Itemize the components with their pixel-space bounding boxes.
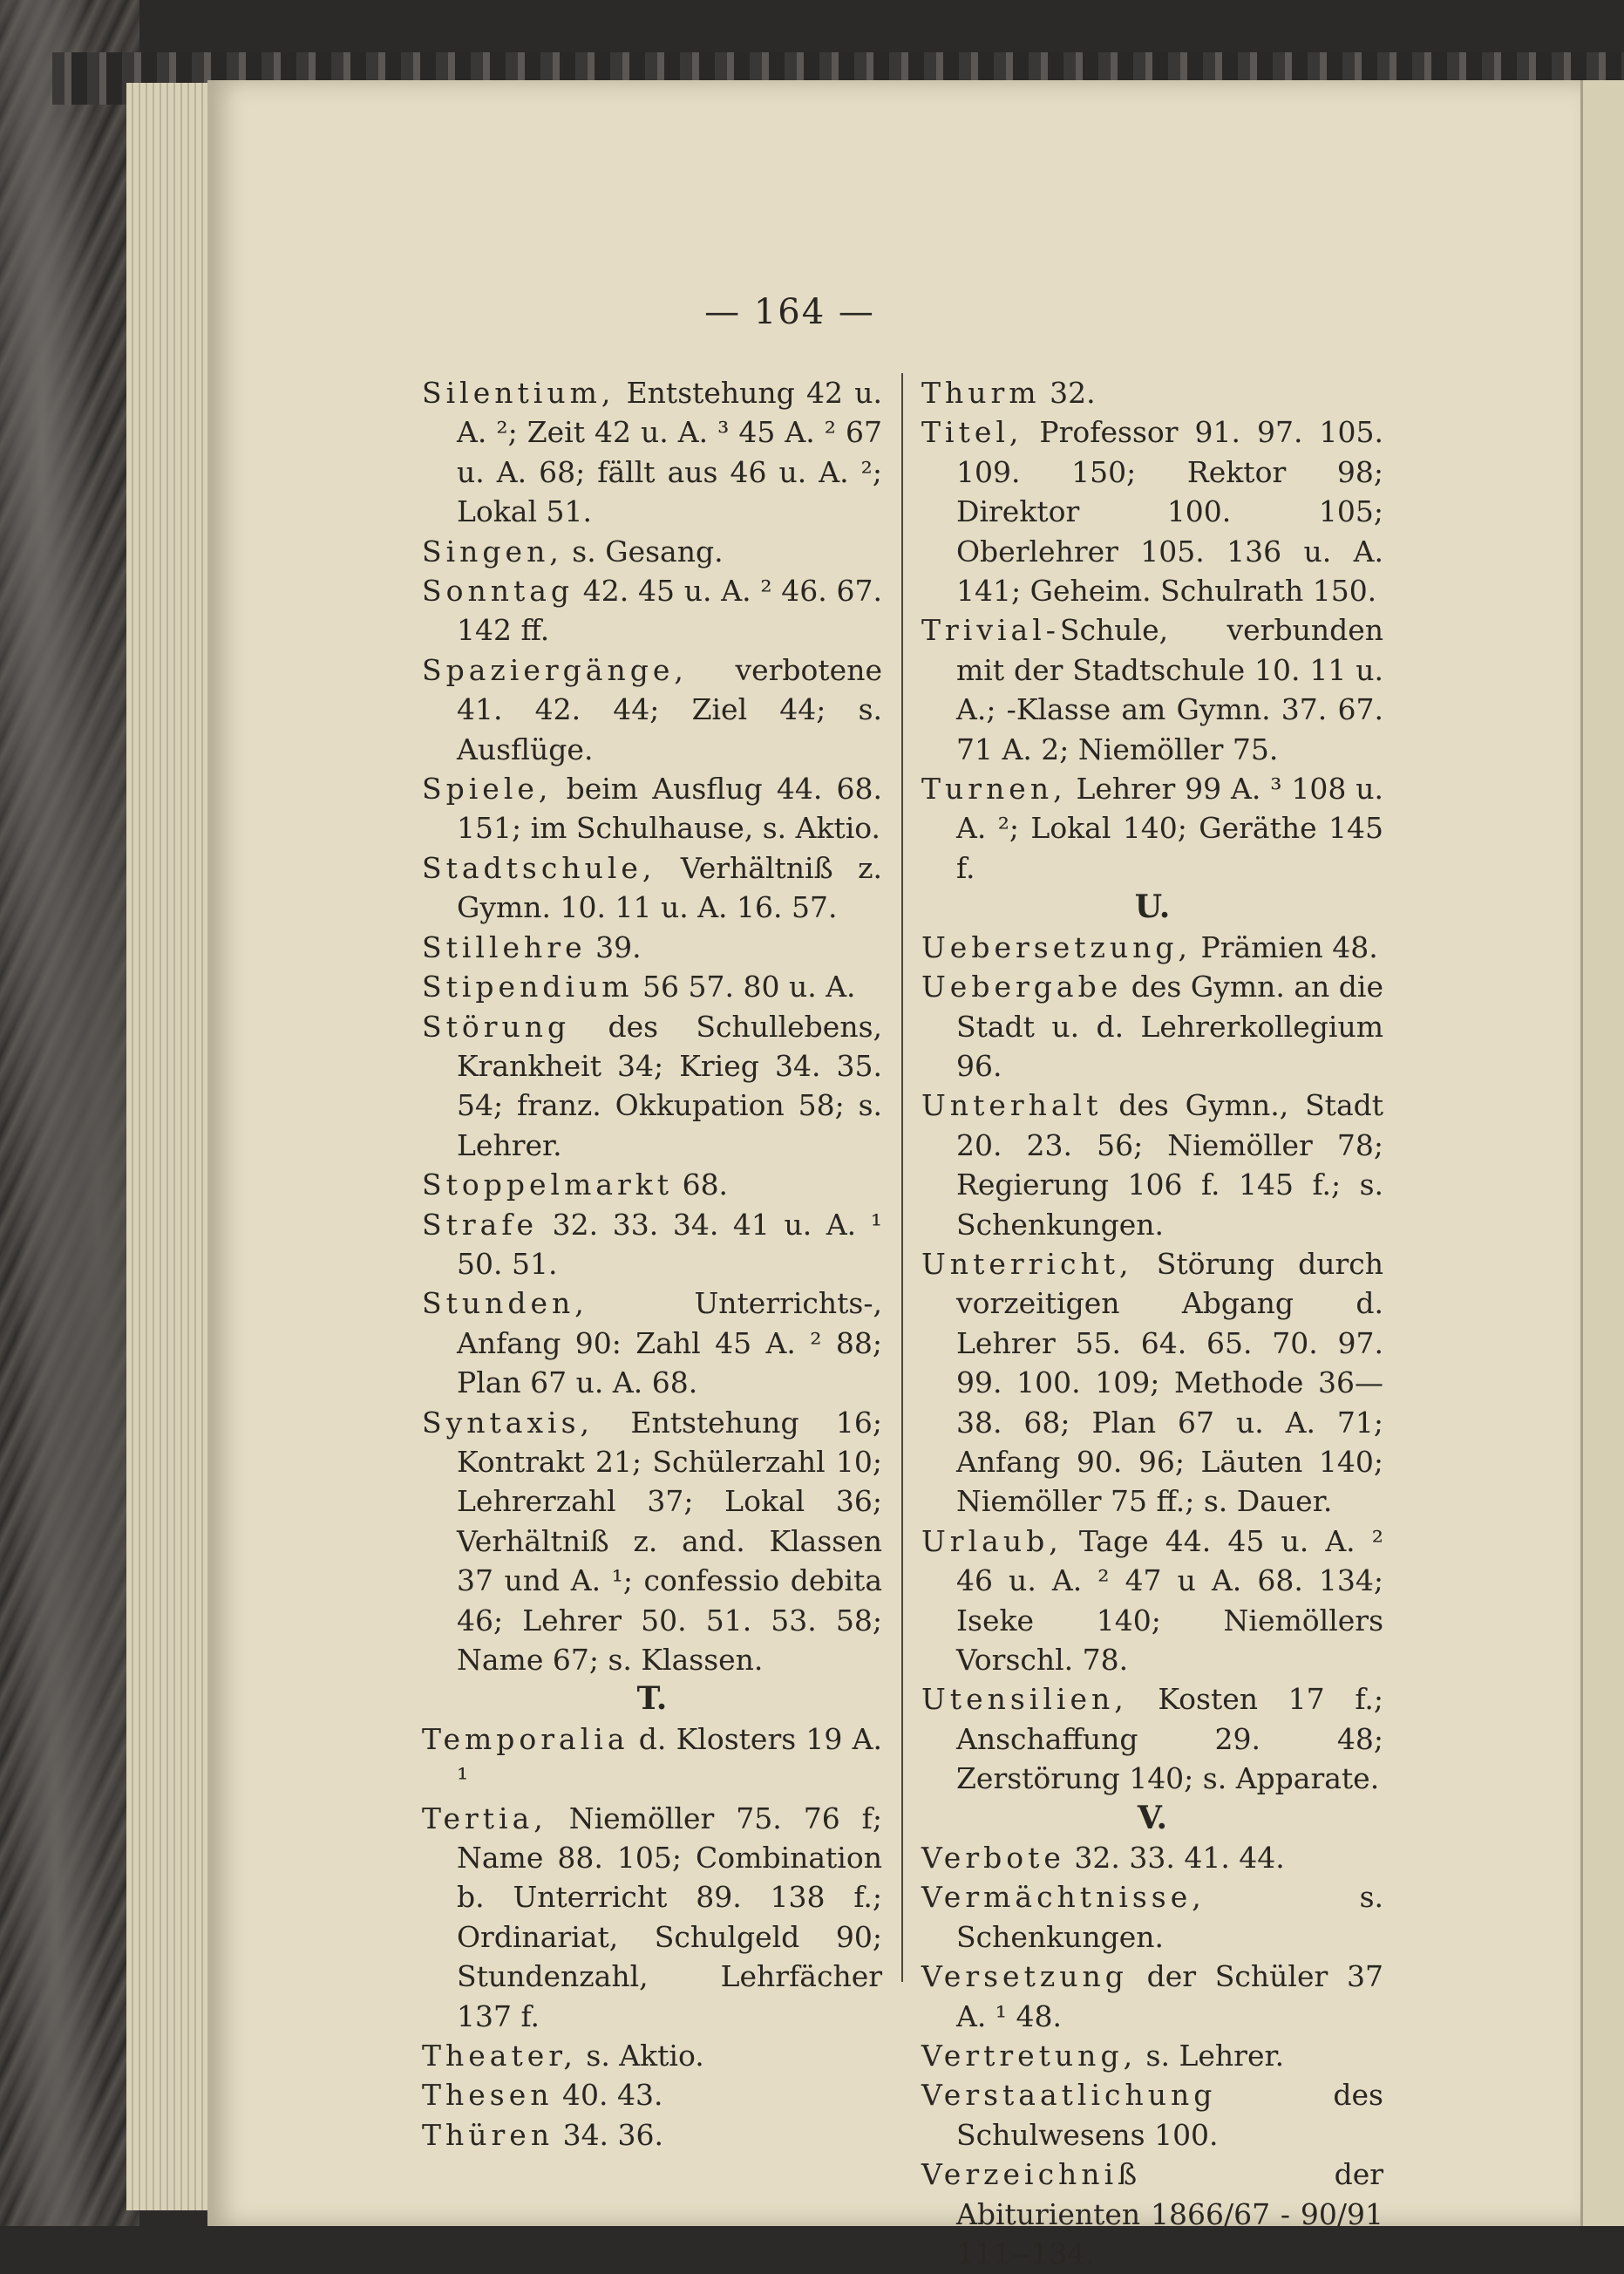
index-headword: Versetzung xyxy=(921,1959,1128,1994)
index-references: 32. 33. 41. 44. xyxy=(1064,1841,1285,1876)
index-headword: Utensilien, xyxy=(921,1682,1128,1717)
index-entry xyxy=(422,769,882,848)
index-headword: Singen, xyxy=(422,534,563,568)
index-entry xyxy=(422,650,882,769)
page-edges xyxy=(126,83,214,2210)
index-references: 34. 36. xyxy=(554,2117,664,2152)
index-references: 32. xyxy=(1040,376,1096,410)
index-headword: Thurm xyxy=(921,376,1041,410)
index-references: Störung durch vorzeitigen Abgang d. Lehrer 55. 64. 65. 70. 97. 99. 100. 109; Methode 36—38. 68; Plan 67 u. A. 71; Anfang 90. 96; Läuten 140; Niemöller 75 ff.; s. Dauer. xyxy=(956,1246,1383,1519)
index-headword: Spaziergänge, xyxy=(422,652,688,687)
index-entry xyxy=(921,1086,1383,1244)
index-entry xyxy=(422,928,882,967)
index-references: des Gymn. an die Stadt u. d. Lehrerkollegium 96. xyxy=(956,970,1383,1083)
index-entry xyxy=(921,412,1383,610)
index-entry xyxy=(921,610,1383,769)
index-references: des Schullebens, Krankheit 34; Krieg 34. 35. 54; franz. Okkupation 58; s. Lehrer. xyxy=(457,1009,882,1162)
index-references: des Schulwesens 100. xyxy=(956,2078,1383,2152)
index-column-left xyxy=(422,373,882,2155)
index-headword: Stipendium xyxy=(422,970,634,1004)
index-headword: Verbote xyxy=(921,1841,1065,1876)
index-references: 32. 33. 34. 41 u. A. ¹ 50. 51. xyxy=(457,1207,882,1281)
column-divider xyxy=(901,373,903,1982)
index-headword: Sonntag xyxy=(422,574,574,609)
index-headword: Temporalia xyxy=(422,1721,629,1756)
index-references: 39. xyxy=(586,929,642,964)
index-references: s. Gesang. xyxy=(562,534,724,568)
index-entry xyxy=(422,1205,882,1284)
index-entry xyxy=(921,1244,1383,1522)
index-headword: Syntaxis, xyxy=(422,1405,595,1440)
index-references: s. Aktio. xyxy=(576,2039,704,2073)
index-headword: Silentium, xyxy=(422,376,615,410)
index-references: des Gymn., Stadt 20. 23. 56; Niemöller 78; Regierung 106 f. 145 f.; s. Schenkungen. xyxy=(956,1088,1383,1242)
index-entry xyxy=(422,571,882,650)
index-references: 42. 45 u. A. ² 46. 67. 142 ff. xyxy=(457,574,882,648)
index-headword: Stoppelmarkt xyxy=(422,1168,674,1202)
index-references: s. Lehrer. xyxy=(1137,2039,1285,2073)
index-headword: Unterhalt xyxy=(921,1088,1103,1123)
index-references: Verhältniß z. Gymn. 10. 11 u. A. 16. 57. xyxy=(457,850,882,925)
index-entry xyxy=(921,769,1383,888)
index-entry xyxy=(422,532,882,571)
index-entry xyxy=(422,1403,882,1680)
index-references: Kosten 17 f.; Anschaffung 29. 48; Zerstörung 140; s. Apparate. xyxy=(956,1682,1383,1796)
index-entry xyxy=(921,928,1383,967)
index-headword: Thesen xyxy=(422,2078,554,2113)
index-entry xyxy=(422,1165,882,1204)
index-entry xyxy=(422,2115,882,2155)
index-headword: Strafe xyxy=(422,1207,539,1242)
index-headword: Stillehre xyxy=(422,929,587,964)
index-references: verbotene 41. 42. 44; Ziel 44; s. Ausflüge. xyxy=(457,652,882,766)
index-references: der Abiturienten 1866/67 - 90/91 111--134. xyxy=(956,2157,1383,2271)
index-references: Entstehung 42 u. A. ²; Zeit 42 u. A. ³ 45 A. ² 67 u. A. 68; fällt aus 46 u. A. ²; Lokal 51. xyxy=(457,376,882,529)
index-references: Unterrichts-, Anfang 90: Zahl 45 A. ² 88; Plan 67 u. A. 68. xyxy=(457,1286,882,1400)
index-entry xyxy=(422,967,882,1006)
index-entry xyxy=(422,1007,882,1166)
index-headword: Thüren xyxy=(422,2117,554,2152)
facing-page-edge xyxy=(1580,80,1624,2226)
index-headword: Uebersetzung, xyxy=(921,929,1193,964)
index-references: der Schüler 37 A. ¹ 48. xyxy=(956,1959,1383,2033)
index-entry xyxy=(921,967,1383,1086)
index-headword: Uebergabe xyxy=(921,970,1123,1004)
index-headword: Urlaub, xyxy=(921,1523,1063,1558)
index-entry xyxy=(422,2075,882,2114)
index-column-right xyxy=(921,373,1383,2274)
index-entry xyxy=(422,373,882,532)
page-number: — 164 — xyxy=(704,292,875,332)
index-entry xyxy=(921,1679,1383,1798)
index-entry xyxy=(921,2075,1383,2155)
index-headword: Theater, xyxy=(422,2039,577,2073)
index-headword: Unterricht, xyxy=(921,1246,1133,1281)
index-headword: Störung xyxy=(422,1009,571,1044)
index-entry xyxy=(422,848,882,928)
section-heading: U. xyxy=(1134,888,1171,926)
index-headword: Stadtschule, xyxy=(422,850,656,885)
index-entry xyxy=(422,1799,882,2036)
index-entry xyxy=(422,1283,882,1402)
index-references: 40. 43. xyxy=(553,2078,663,2113)
index-headword: Stunden, xyxy=(422,1286,588,1321)
index-headword: Tertia, xyxy=(422,1801,547,1835)
index-headword: Titel, xyxy=(921,415,1023,450)
index-references: Lehrer 99 A. ³ 108 u. A. ²; Lokal 140; Geräthe 145 f. xyxy=(956,772,1383,885)
index-references: s. Schenkungen. xyxy=(956,1880,1383,1954)
index-references: beim Ausflug 44. 68. 151; im Schulhause, s. Aktio. xyxy=(457,772,882,846)
index-entry xyxy=(921,1838,1383,1877)
index-headword: Trivial- xyxy=(921,613,1060,648)
index-references: 68. xyxy=(673,1168,729,1202)
index-references: Prämien 48. xyxy=(1192,929,1378,964)
index-headword: Spiele, xyxy=(422,772,553,807)
index-references: Niemöller 75. 76 f; Name 88. 105; Combination b. Unterricht 89. 138 f.; Ordinariat, Schulgeld 90; Stundenzahl, Lehrfächer 137 f. xyxy=(457,1801,882,2033)
index-headword: Verstaatlichung xyxy=(921,2078,1217,2113)
index-headword: Turnen, xyxy=(921,772,1067,807)
index-entry xyxy=(422,2036,882,2075)
index-entry xyxy=(921,1957,1383,2036)
index-references: Entstehung 16; Kontrakt 21; Schülerzahl 10; Lehrerzahl 37; Lokal 36; Verhältniß z. and. Klassen 37 und A. ¹; confessio debita 46; Lehrer 50. 51. 53. 58; Name 67; s. Klassen. xyxy=(457,1405,882,1677)
index-references: Professor 91. 97. 105. 109. 150; Rektor 98; Direktor 100. 105; Oberlehrer 105. 136 u. A. 141; Geheim. Schulrath 150. xyxy=(956,415,1383,609)
index-references: Schule, verbunden mit der Stadtschule 10. 11 u. A.; -Klasse am Gymn. 37. 67. 71 A. 2; Niemöller 75. xyxy=(956,613,1383,766)
marbled-endpaper xyxy=(0,0,139,2226)
index-entry xyxy=(921,1522,1383,1680)
index-entry xyxy=(422,1719,882,1799)
index-entry xyxy=(921,2155,1383,2273)
index-entry xyxy=(921,2036,1383,2075)
section-heading: T. xyxy=(636,1680,668,1718)
index-references: Tage 44. 45 u. A. ² 46 u. A. ² 47 u A. 68. 134; Iseke 140; Niemöllers Vorschl. 78. xyxy=(956,1523,1383,1677)
index-headword: Verzeichniß xyxy=(921,2157,1142,2192)
section-heading: V. xyxy=(1137,1799,1168,1836)
index-entry xyxy=(921,373,1383,412)
index-entry xyxy=(921,1877,1383,1957)
index-references: 56 57. 80 u. A. xyxy=(633,970,856,1004)
index-headword: Vermächtnisse, xyxy=(921,1880,1206,1915)
index-headword: Vertretung, xyxy=(921,2039,1138,2073)
index-references: d. Klosters 19 A. ¹ xyxy=(457,1721,882,1796)
